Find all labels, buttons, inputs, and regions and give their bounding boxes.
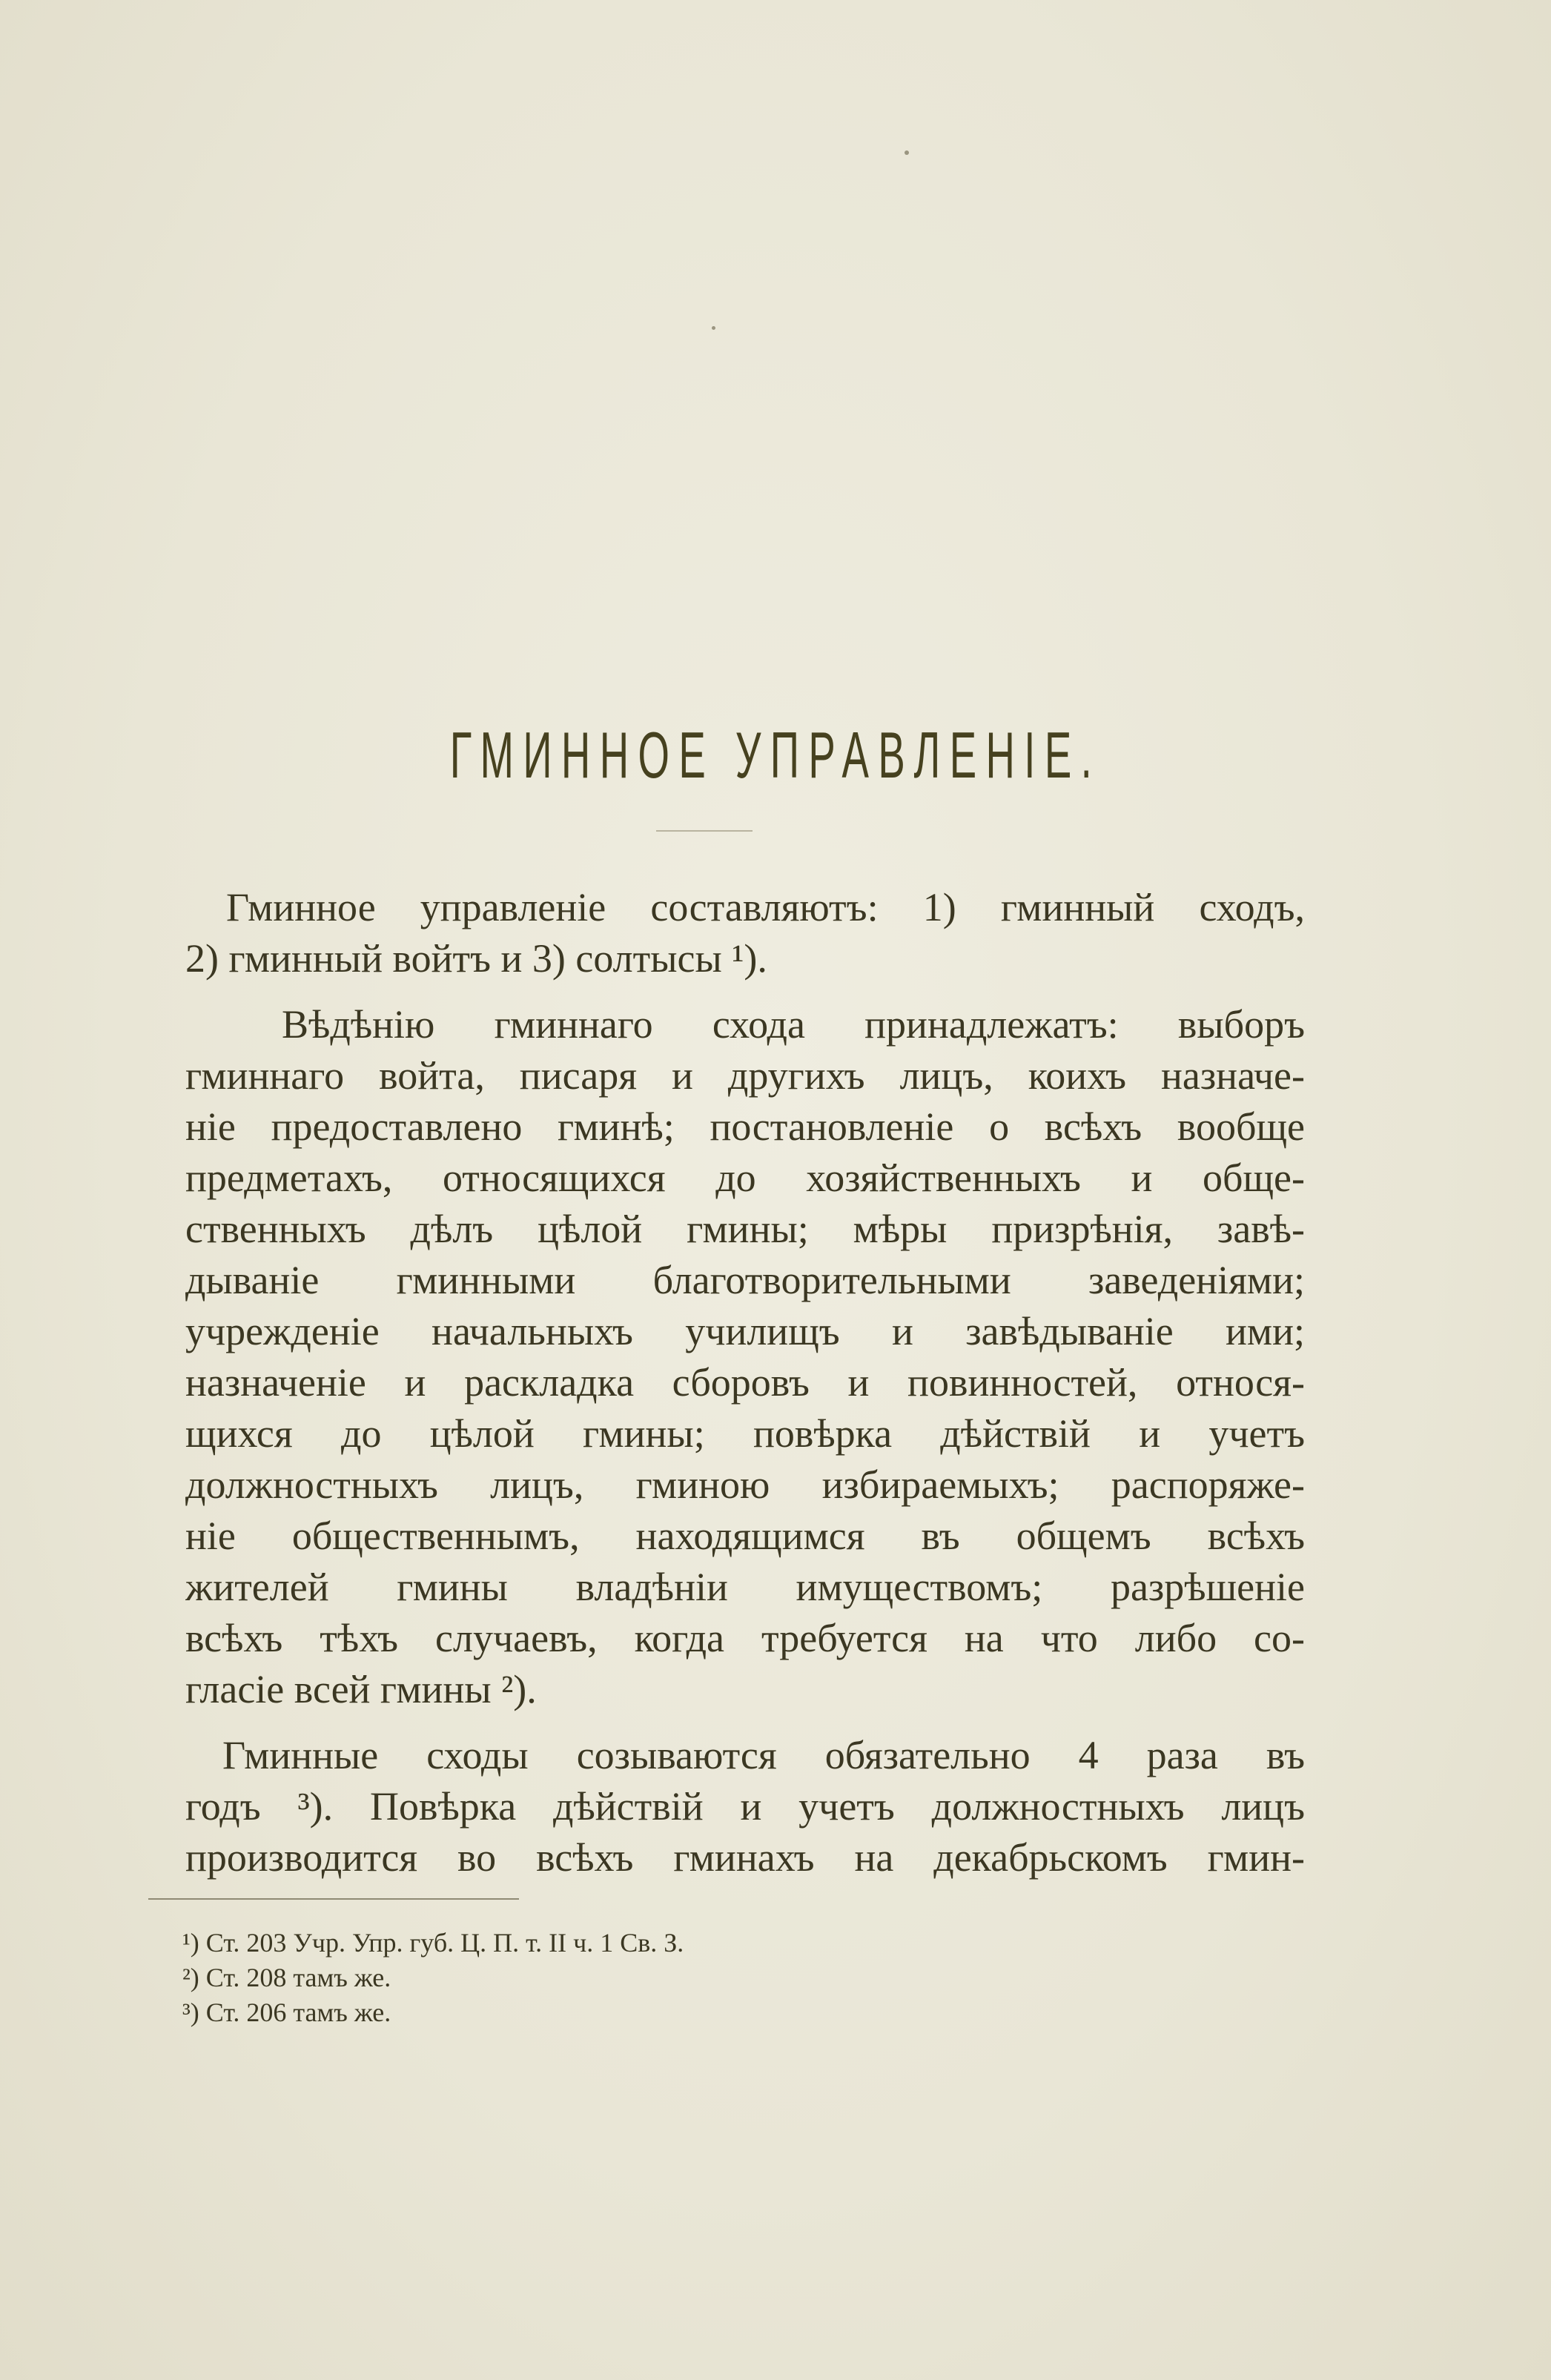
text-line: назначеніе и раскладка сборовъ и повинностей, относя-: [185, 1360, 1305, 1405]
text-line: 2) гминный войтъ и 3) солтысы ¹).: [185, 936, 767, 981]
paragraph-1: [185, 882, 1305, 984]
paragraph-2: [185, 999, 1305, 1715]
text-line: гминнаго войта, писаря и другихъ лицъ, коихъ назначе-: [185, 1053, 1305, 1098]
text-line: ніе общественнымъ, находящимся въ общемъ всѣхъ: [185, 1514, 1305, 1558]
text-line: Вѣдѣнію гминнаго схода принадлежатъ: выборъ: [282, 1002, 1305, 1047]
paper-speck: [712, 326, 715, 330]
text-line: производится во всѣхъ гминахъ на декабрьскомъ гмин-: [185, 1835, 1305, 1880]
text-line: годъ ³). Повѣрка дѣйствій и учетъ должностныхъ лицъ: [185, 1784, 1305, 1829]
chapter-title: ГМИННОЕ УПРАВЛЕНІЕ.: [449, 718, 1102, 792]
text-line: учрежденіе начальныхъ училищъ и завѣдываніе ими;: [185, 1309, 1305, 1353]
footnote-2: ²) Ст. 208 тамъ же.: [182, 1963, 391, 1992]
body-text: [185, 882, 1305, 1898]
text-line: предметахъ, относящихся до хозяйственныхъ и обще-: [185, 1156, 1305, 1200]
text-line: ственныхъ дѣлъ цѣлой гмины; мѣры призрѣнія, завѣ-: [185, 1207, 1305, 1251]
text-line: жителей гмины владѣніи имуществомъ; разрѣшеніе: [185, 1565, 1305, 1609]
text-line: Гминные сходы созываются обязательно 4 раза въ: [222, 1733, 1305, 1777]
paper-speck: [905, 150, 909, 155]
text-line: ніе предоставлено гминѣ; постановленіе о всѣхъ вообще: [185, 1104, 1305, 1149]
footnotes: [182, 1926, 684, 2030]
paragraph-3: [185, 1730, 1305, 1883]
footnote-1: ¹) Ст. 203 Учр. Упр. губ. Ц. П. т. II ч. 1 Св. З.: [182, 1928, 684, 1958]
text-line: гласіе всей гмины ²).: [185, 1667, 537, 1711]
footnote-divider: [148, 1898, 519, 1900]
text-line: Гминное управленіе составляютъ: 1) гминный сходъ,: [226, 885, 1305, 929]
text-line: должностныхъ лицъ, гминою избираемыхъ; распоряже-: [185, 1462, 1305, 1507]
text-line: щихся до цѣлой гмины; повѣрка дѣйствій и учетъ: [185, 1411, 1305, 1456]
footnote-3: ³) Ст. 206 тамъ же.: [182, 1998, 391, 2027]
text-line: дываніе гминными благотворительными заведеніями;: [185, 1258, 1305, 1302]
text-line: всѣхъ тѣхъ случаевъ, когда требуется на что либо со-: [185, 1616, 1305, 1660]
title-divider: [656, 830, 753, 832]
